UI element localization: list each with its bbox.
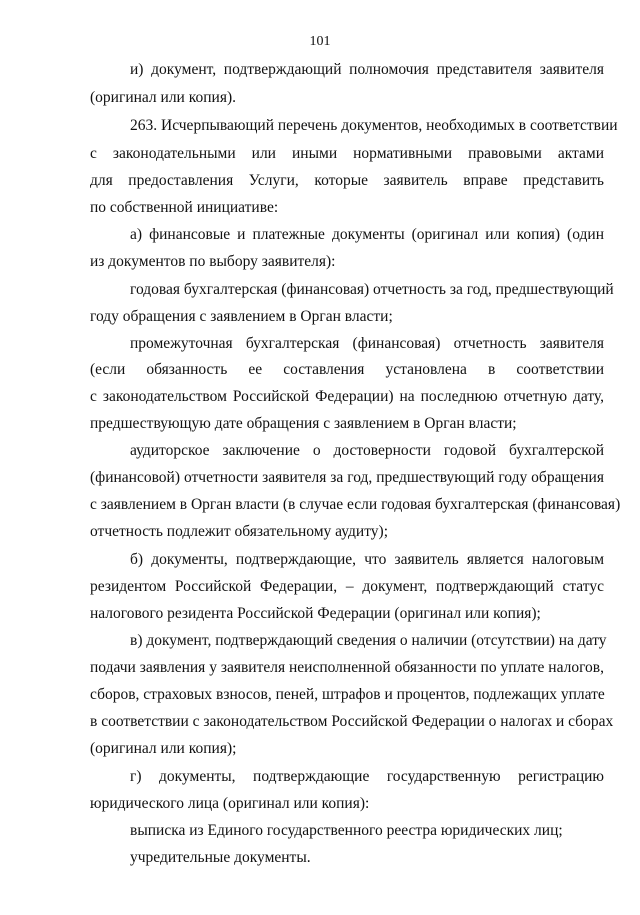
text-line: юридического лица (оригинал или копия):	[90, 795, 370, 812]
text-line: годовая бухгалтерская (финансовая) отчетность за год, предшествующий	[130, 281, 614, 298]
text-line: (оригинал или копия).	[90, 89, 236, 106]
text-line: в соответствии с законодательством Российской Федерации о налогах и сборах	[90, 713, 614, 730]
text-line: аудиторское заключение о достоверности годовой бухгалтерской	[130, 442, 604, 459]
text-line: с законодательными или иными нормативными правовыми актами	[90, 145, 604, 162]
text-line: 263. Исчерпывающий перечень документов, необходимых в соответствии	[130, 117, 618, 134]
text-line: б) документы, подтверждающие, что заявитель является налоговым	[130, 551, 604, 568]
text-line: (оригинал или копия);	[90, 740, 237, 757]
text-line: учредительные документы.	[130, 849, 311, 866]
text-line: резидентом Российской Федерации, – документ, подтверждающий статус	[90, 578, 604, 595]
text-line: с заявлением в Орган власти (в случае если годовая бухгалтерская (финансовая)	[90, 496, 621, 513]
text-line: предшествующую дате обращения с заявлением в Орган власти;	[90, 415, 517, 432]
text-line: (финансовой) отчетности заявителя за год, предшествующий году обращения	[90, 469, 604, 486]
text-line: с законодательством Российской Федерации) на последнюю отчетную дату,	[90, 388, 604, 405]
text-line: в) документ, подтверждающий сведения о наличии (отсутствии) на дату	[130, 632, 607, 649]
text-line: сборов, страховых взносов, пеней, штрафов и процентов, подлежащих уплате	[90, 686, 605, 703]
text-line: а) финансовые и платежные документы (оригинал или копия) (один	[130, 226, 604, 243]
text-line: году обращения с заявлением в Орган власти;	[90, 308, 393, 325]
text-line: (если обязанность ее составления установлена в соответствии	[90, 361, 604, 378]
text-line: выписка из Единого государственного реестра юридических лиц;	[130, 822, 563, 839]
text-line: и) документ, подтверждающий полномочия представителя заявителя	[130, 61, 604, 78]
text-line: из документов по выбору заявителя):	[90, 253, 336, 270]
text-line: промежуточная бухгалтерская (финансовая) отчетность заявителя	[130, 335, 604, 352]
text-line: налогового резидента Российской Федерации (оригинал или копия);	[90, 605, 541, 622]
text-line: для предоставления Услуги, которые заявитель вправе представить	[90, 172, 604, 189]
text-line: подачи заявления у заявителя неисполненной обязанности по уплате налогов,	[90, 659, 604, 676]
page-number: 101	[309, 34, 331, 49]
text-line: г) документы, подтверждающие государственную регистрацию	[130, 768, 604, 785]
text-line: по собственной инициативе:	[90, 199, 279, 216]
text-line: отчетность подлежит обязательному аудиту);	[90, 523, 389, 540]
